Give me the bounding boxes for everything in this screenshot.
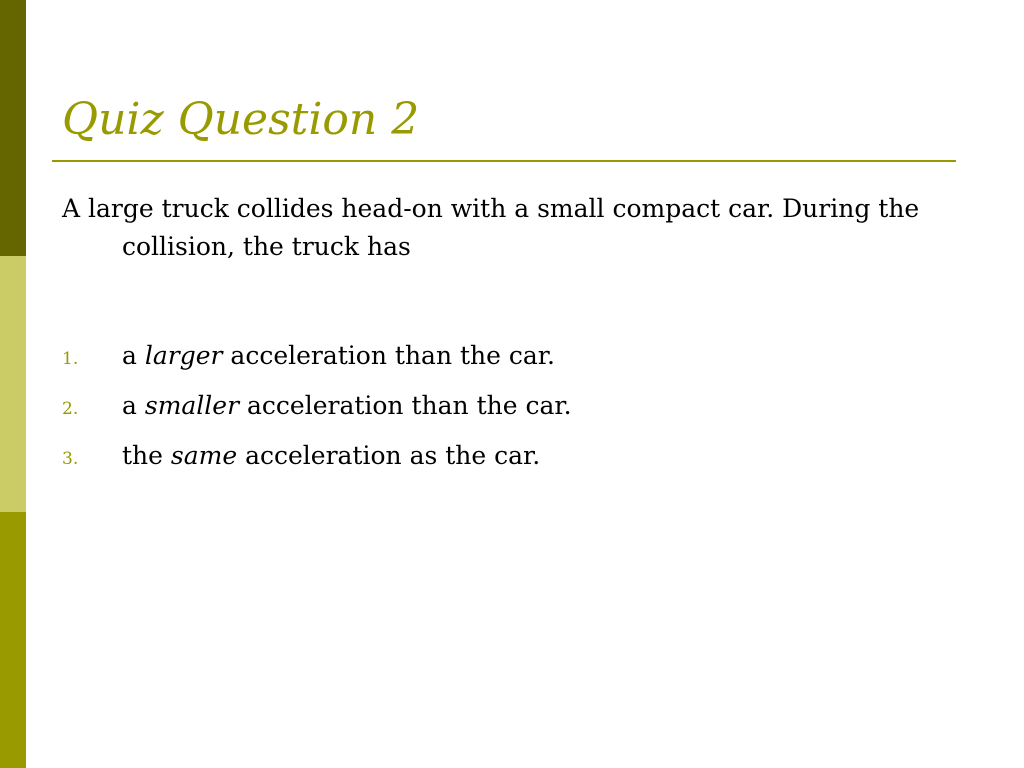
sidebar-stripe-middle — [0, 256, 26, 512]
slide-title: Quiz Question 2 — [62, 94, 420, 145]
choice-emphasis: larger — [144, 341, 223, 370]
choice-text-after: acceleration as the car. — [237, 441, 541, 470]
choice-text-after: acceleration than the car. — [222, 341, 555, 370]
title-divider — [52, 160, 956, 162]
sidebar-stripe-bottom — [0, 512, 26, 768]
choice-number: 3. — [62, 449, 79, 469]
choice-number: 2. — [62, 399, 79, 419]
question-text: A large truck collides head-on with a small compact car. During the collision, the truck has — [62, 194, 920, 261]
choice-emphasis: same — [170, 441, 238, 470]
choice-text-before: the — [122, 441, 171, 470]
choice-text-after: acceleration than the car. — [239, 391, 572, 420]
choice-text — [122, 341, 555, 370]
choice-text — [122, 391, 572, 420]
slide-body — [62, 190, 942, 470]
choice-number: 1. — [62, 349, 79, 369]
choice-text — [122, 441, 540, 470]
answer-choice-2 — [62, 387, 942, 425]
choice-text-before: a — [122, 391, 145, 420]
sidebar-stripe-top — [0, 0, 26, 256]
answer-choices — [62, 337, 942, 487]
choice-emphasis: smaller — [144, 391, 240, 420]
choice-text-before: a — [122, 341, 145, 370]
answer-choice-1 — [62, 337, 942, 375]
answer-choice-3 — [62, 437, 942, 475]
